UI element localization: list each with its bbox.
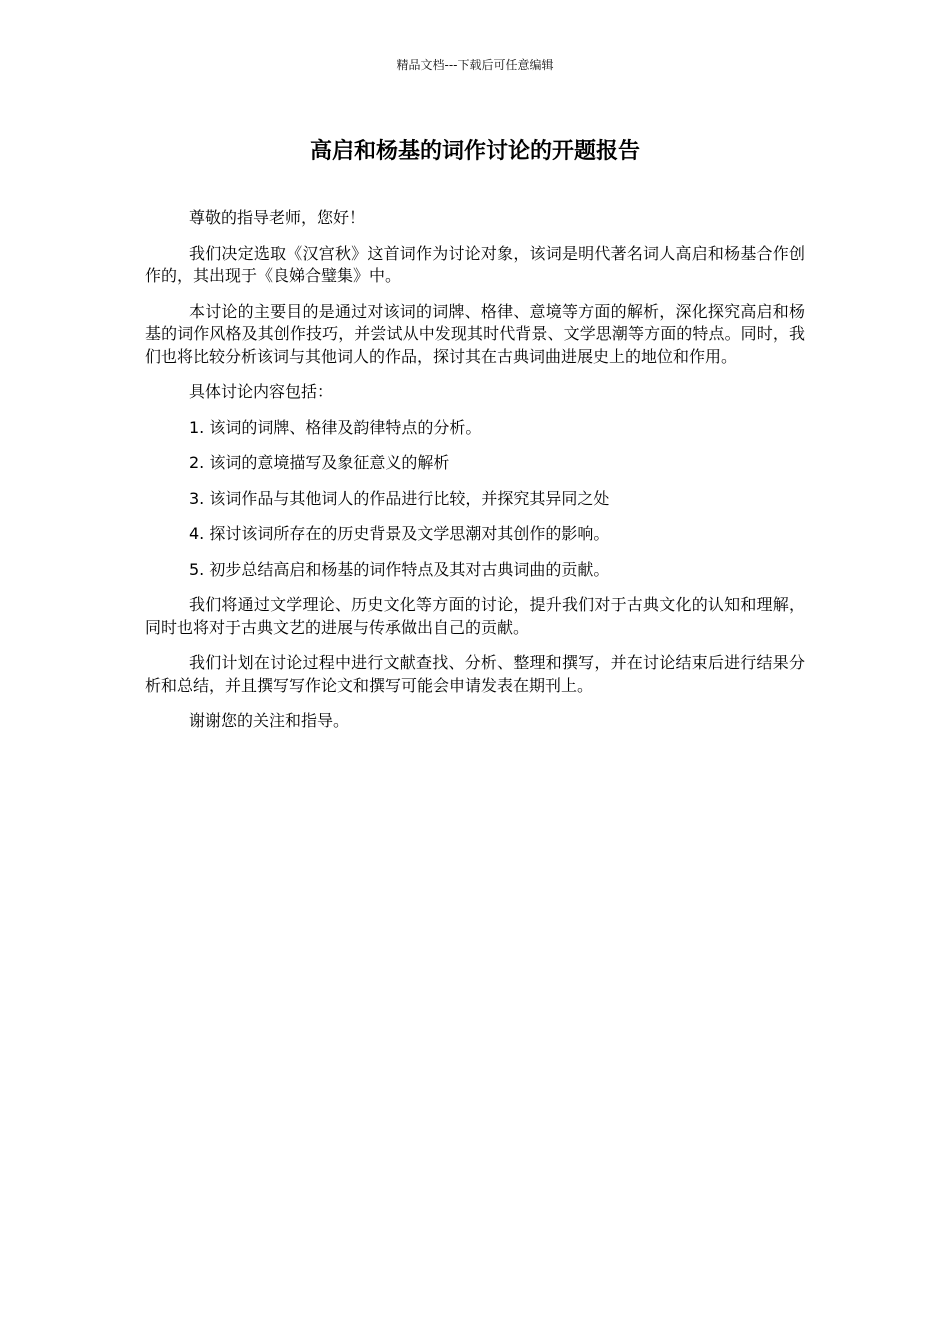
salutation-paragraph: 尊敬的指导老师，您好！: [189, 208, 366, 227]
topic-paragraph: 我们决定选取《汉宫秋》这首词作为讨论对象，该词是明代著名词人高启和杨基合作创作的，其出现于《良娣合璧集》中。: [145, 243, 805, 285]
content-intro-paragraph: 具体讨论内容包括：: [189, 382, 334, 401]
purpose-paragraph: 本讨论的主要目的是通过对该词的词牌、格律、意境等方面的解析，深化探究高启和杨基的词作风格及其创作技巧，并尝试从中发现其时代背景、文学思潮等方面的特点。同时，我们也将比较分析该词与其他词人的作品，探讨其在古典词曲进展史上的地位和作用。: [145, 301, 805, 366]
content-item-2: 2. 该词的意境描写及象征意义的解析: [189, 453, 450, 472]
method-paragraph: 我们将通过文学理论、历史文化等方面的讨论，提升我们对于古典文化的认知和理解，同时也将对于古典文艺的进展与传承做出自己的贡献。: [145, 595, 805, 637]
plan-paragraph: 我们计划在讨论过程中进行文献查找、分析、整理和撰写，并在讨论结束后进行结果分析和总结，并且撰写写作论文和撰写可能会申请发表在期刊上。: [145, 653, 805, 695]
page-header: 精品文档---下载后可任意编辑: [396, 58, 554, 72]
content-item-4: 4. 探讨该词所存在的历史背景及文学思潮对其创作的影响。: [189, 524, 610, 543]
content-item-3: 3. 该词作品与其他词人的作品进行比较，并探究其异同之处: [189, 488, 610, 508]
closing-paragraph: 谢谢您的关注和指导。: [189, 711, 350, 730]
content-item-5: 5. 初步总结高启和杨基的词作特点及其对古典词曲的贡献。: [189, 559, 610, 579]
document-body: [145, 207, 805, 746]
content-item-1: 1. 该词的词牌、格律及韵律特点的分析。: [189, 417, 482, 437]
document-title: 高启和杨基的词作讨论的开题报告: [309, 139, 640, 164]
